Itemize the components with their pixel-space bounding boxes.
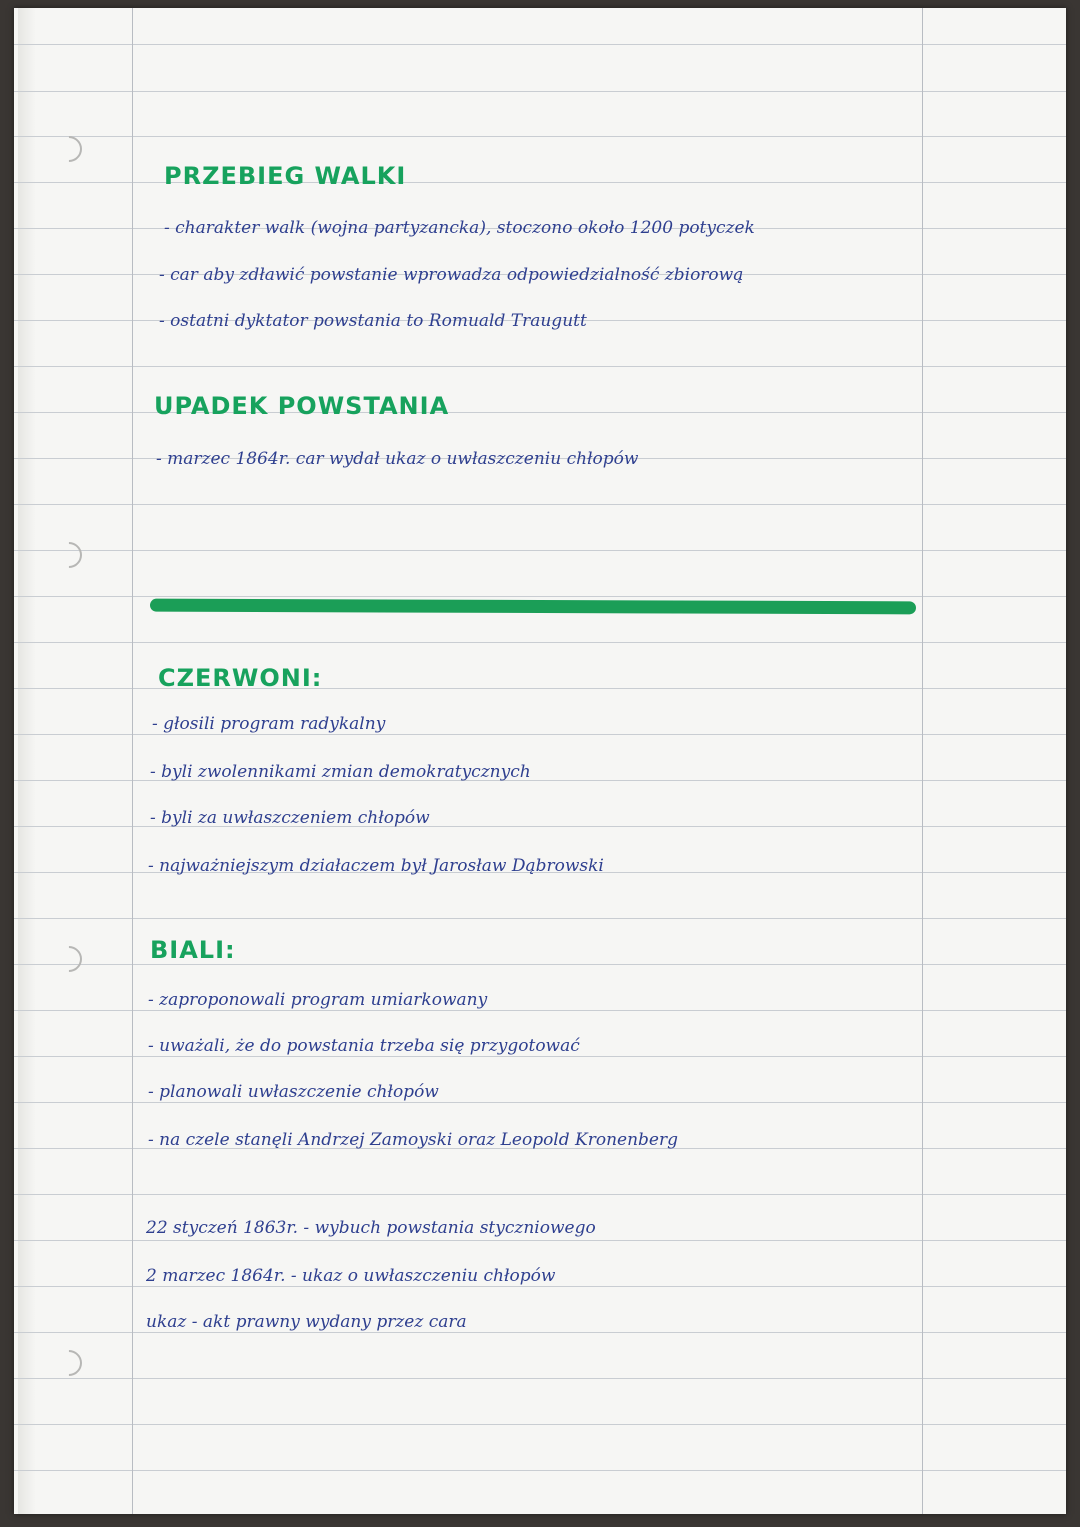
punch-hole [51, 537, 88, 574]
summary-line: 2 marzec 1864r. - ukaz o uwłaszczeniu chłopów [146, 1266, 556, 1286]
heading-upadek-powstania: UPADEK POWSTANIA [154, 392, 450, 420]
summary-line: ukaz - akt prawny wydany przez cara [146, 1312, 467, 1332]
summary-line: 22 styczeń 1863r. - wybuch powstania styczniowego [146, 1218, 596, 1238]
przebieg-line: - charakter walk (wojna partyzancka), stoczono około 1200 potyczek [164, 218, 755, 238]
punch-hole [51, 941, 88, 978]
upadek-line: - marzec 1864r. car wydał ukaz o uwłaszczeniu chłopów [156, 449, 639, 469]
czerwoni-line: - najważniejszym działaczem był Jarosław Dąbrowski [148, 856, 604, 876]
biali-line: - na czele stanęli Andrzej Zamoyski oraz Leopold Kronenberg [148, 1130, 679, 1150]
czerwoni-line: - byli za uwłaszczeniem chłopów [150, 808, 430, 828]
heading-przebieg-walki: PRZEBIEG WALKI [164, 162, 407, 190]
czerwoni-line: - głosili program radykalny [152, 714, 386, 734]
heading-biali: BIALI: [150, 936, 236, 964]
heading-czerwoni: CZERWONI: [158, 664, 323, 692]
biali-line: - zaproponowali program umiarkowany [148, 990, 488, 1010]
przebieg-line: - ostatni dyktator powstania to Romuald Traugutt [159, 311, 587, 331]
green-divider [150, 599, 916, 615]
left-margin-line [132, 8, 133, 1514]
biali-line: - planowali uwłaszczenie chłopów [148, 1082, 439, 1102]
right-margin-line [922, 8, 923, 1514]
czerwoni-line: - byli zwolennikami zmian demokratycznych [150, 762, 531, 782]
notebook-page [14, 8, 1066, 1514]
page-edge [18, 8, 36, 1514]
biali-line: - uważali, że do powstania trzeba się przygotować [148, 1036, 580, 1056]
punch-hole [51, 1345, 88, 1382]
przebieg-line: - car aby zdławić powstanie wprowadza odpowiedzialność zbiorową [159, 265, 744, 285]
